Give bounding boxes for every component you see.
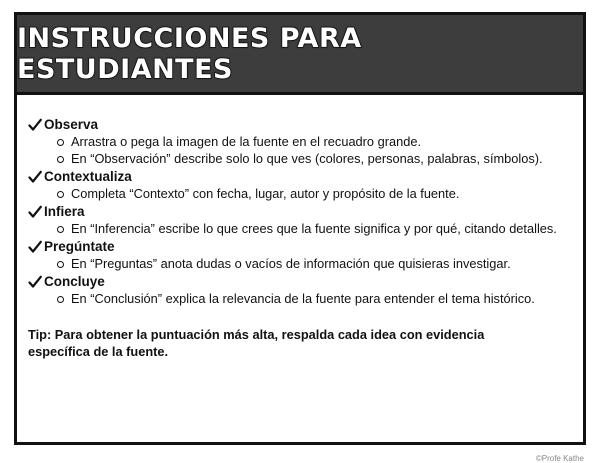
steps-list bbox=[28, 116, 573, 307]
step-heading-2 bbox=[28, 168, 573, 185]
check-icon bbox=[28, 205, 42, 219]
step-heading-1 bbox=[28, 116, 573, 133]
list-item: En “Preguntas” anota dudas o vacíos de información que quisieras investigar. bbox=[57, 255, 573, 272]
list-item: En “Conclusión” explica la relevancia de la fuente para entender el tema histórico. bbox=[57, 290, 573, 307]
tip-text: Tip: Para obtener la puntuación más alta, respalda cada idea con evidencia específica de la fuente. bbox=[28, 327, 485, 359]
step-label: Observa bbox=[44, 117, 99, 132]
instructions-card bbox=[14, 12, 586, 445]
step-label: Infiera bbox=[44, 204, 85, 219]
check-icon bbox=[28, 118, 42, 132]
list-item: Completa “Contexto” con fecha, lugar, autor y propósito de la fuente. bbox=[57, 185, 573, 202]
title-banner bbox=[17, 15, 583, 95]
step-heading-5 bbox=[28, 273, 573, 290]
check-icon bbox=[28, 275, 42, 289]
step-heading-4 bbox=[28, 238, 573, 255]
check-icon bbox=[28, 240, 42, 254]
list-item: En “Inferencia” escribe lo que crees que la fuente significa y por qué, citando detalles. bbox=[57, 220, 573, 237]
step-items-2 bbox=[28, 185, 573, 202]
step-label: Pregúntate bbox=[44, 239, 115, 254]
list-item: En “Observación” describe solo lo que ves (colores, personas, palabras, símbolos). bbox=[57, 150, 573, 167]
page-title: INSTRUCCIONES PARA ESTUDIANTES bbox=[17, 22, 362, 85]
step-heading-3 bbox=[28, 203, 573, 220]
step-items-1 bbox=[28, 133, 573, 167]
step-items-3 bbox=[28, 220, 573, 237]
step-items-5 bbox=[28, 290, 573, 307]
step-label: Concluye bbox=[44, 274, 105, 289]
step-items-4 bbox=[28, 255, 573, 272]
instructions-content bbox=[28, 115, 573, 360]
step-label: Contextualiza bbox=[44, 169, 132, 184]
list-item: Arrastra o pega la imagen de la fuente en el recuadro grande. bbox=[57, 133, 573, 150]
check-icon bbox=[28, 170, 42, 184]
copyright-credit: ©Profe Kathe bbox=[535, 454, 584, 463]
